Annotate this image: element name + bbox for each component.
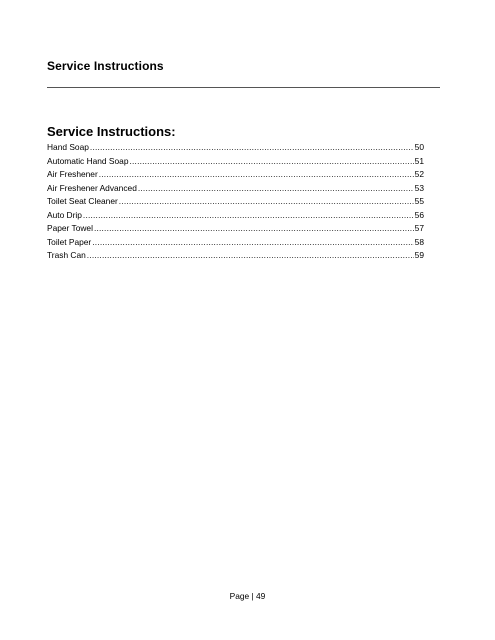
toc-entry-hand-soap[interactable] — [47, 141, 424, 155]
toc-dot-leader — [92, 236, 413, 250]
toc-dot-leader — [129, 155, 413, 169]
toc-entry-label: Air Freshener Advanced — [47, 182, 137, 193]
toc-dot-leader — [138, 182, 414, 196]
toc-entry-auto-drip[interactable] — [47, 209, 424, 223]
toc-page-number: 52 — [414, 169, 424, 179]
toc-entry-air-freshener-advanced[interactable] — [47, 182, 424, 196]
toc-entry-toilet-seat-cleaner[interactable] — [47, 195, 424, 209]
toc-dot-leader — [87, 249, 414, 263]
toc-page-number: 57 — [414, 223, 424, 233]
toc-page-number: 56 — [414, 209, 424, 220]
toc-page-number: 51 — [414, 155, 424, 166]
toc-entry-air-freshener[interactable] — [47, 168, 424, 182]
toc-entry-label: Hand Soap — [47, 142, 89, 152]
header-divider — [47, 87, 440, 88]
page-number-footer: Page | 49 — [229, 591, 266, 601]
toc-dot-leader — [90, 141, 414, 155]
toc-entry-toilet-paper[interactable] — [47, 236, 424, 250]
toc-dot-leader — [99, 168, 414, 182]
toc-page-number: 58 — [414, 236, 424, 247]
toc-entry-label: Toilet Seat Cleaner — [47, 196, 118, 206]
toc-entry-paper-towel[interactable] — [47, 222, 424, 236]
toc-entry-label: Paper Towel — [47, 223, 93, 233]
toc-dot-leader — [94, 222, 414, 236]
toc-page-number: 50 — [414, 142, 424, 152]
section-title: Service Instructions: — [47, 124, 176, 139]
toc-entry-label: Toilet Paper — [47, 236, 92, 247]
toc-entry-label: Auto Drip — [47, 209, 82, 220]
toc-page-number: 53 — [414, 182, 424, 193]
toc-page-number: 59 — [414, 250, 424, 260]
toc-entry-automatic-hand-soap[interactable] — [47, 155, 424, 169]
toc-entry-trash-can[interactable] — [47, 249, 424, 263]
toc-entry-label: Trash Can — [47, 250, 86, 260]
toc-entry-label: Air Freshener — [47, 169, 98, 179]
toc-dot-leader — [83, 209, 414, 223]
toc-entry-label: Automatic Hand Soap — [47, 155, 129, 166]
table-of-contents — [47, 141, 424, 263]
page-header-title: Service Instructions — [47, 59, 164, 73]
toc-page-number: 55 — [414, 196, 424, 206]
toc-dot-leader — [119, 195, 414, 209]
